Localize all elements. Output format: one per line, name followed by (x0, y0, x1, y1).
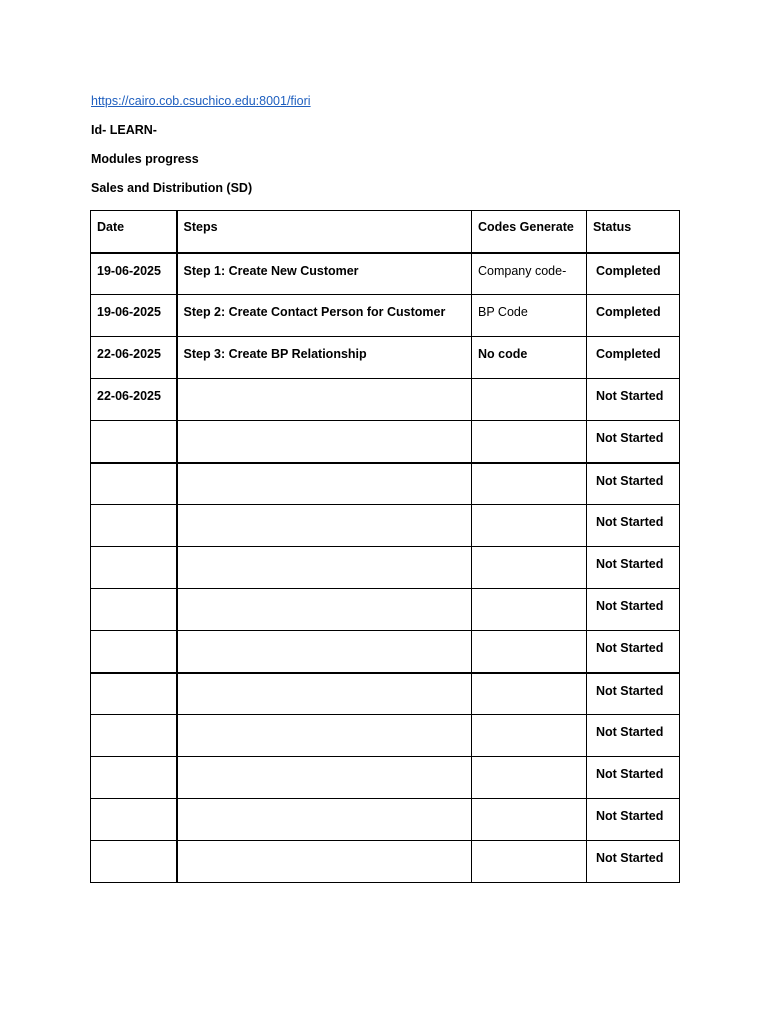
cell-date (91, 421, 177, 463)
cell-date: 19-06-2025 (91, 295, 177, 337)
cell-code: Company code- (472, 253, 587, 295)
fiori-url-link[interactable]: https://cairo.cob.csuchico.edu:8001/fiori (91, 94, 311, 108)
table-row (91, 421, 680, 463)
table-row (91, 337, 680, 379)
cell-date (91, 463, 177, 505)
cell-status: Not Started (587, 631, 680, 673)
cell-step (177, 715, 472, 757)
cell-status: Completed (587, 295, 680, 337)
cell-date (91, 631, 177, 673)
table-header-row (91, 211, 680, 253)
table-row (91, 715, 680, 757)
cell-status: Not Started (587, 463, 680, 505)
cell-status: Not Started (587, 673, 680, 715)
cell-status: Not Started (587, 547, 680, 589)
cell-step (177, 463, 472, 505)
cell-step (177, 589, 472, 631)
cell-date (91, 505, 177, 547)
cell-date (91, 799, 177, 841)
cell-code (472, 505, 587, 547)
cell-step (177, 421, 472, 463)
cell-step (177, 547, 472, 589)
cell-code (472, 799, 587, 841)
document-header (91, 93, 311, 209)
cell-date (91, 589, 177, 631)
cell-date (91, 673, 177, 715)
cell-date: 22-06-2025 (91, 379, 177, 421)
cell-date: 19-06-2025 (91, 253, 177, 295)
cell-code: BP Code (472, 295, 587, 337)
table-body (91, 253, 680, 883)
url-line (91, 93, 311, 109)
cell-date (91, 841, 177, 883)
table-row (91, 841, 680, 883)
table-row (91, 505, 680, 547)
cell-status: Not Started (587, 799, 680, 841)
cell-step (177, 673, 472, 715)
header-status: Status (587, 211, 680, 253)
table-row (91, 631, 680, 673)
cell-code (472, 673, 587, 715)
cell-status: Not Started (587, 841, 680, 883)
cell-code (472, 589, 587, 631)
header-codes: Codes Generate (472, 211, 587, 253)
table-row (91, 379, 680, 421)
cell-date: 22-06-2025 (91, 337, 177, 379)
cell-status: Not Started (587, 589, 680, 631)
cell-status: Not Started (587, 715, 680, 757)
id-line: Id- LEARN- (91, 123, 157, 137)
cell-step (177, 841, 472, 883)
cell-code (472, 463, 587, 505)
table-row (91, 757, 680, 799)
cell-code (472, 715, 587, 757)
table-row (91, 673, 680, 715)
table-row (91, 589, 680, 631)
cell-status: Completed (587, 253, 680, 295)
cell-step (177, 379, 472, 421)
cell-code (472, 547, 587, 589)
table-row (91, 547, 680, 589)
cell-code (472, 631, 587, 673)
subtitle-line: Modules progress (91, 152, 199, 166)
cell-step: Step 2: Create Contact Person for Customer (177, 295, 472, 337)
cell-date (91, 757, 177, 799)
cell-code: No code (472, 337, 587, 379)
section-title: Sales and Distribution (SD) (91, 181, 253, 195)
progress-table (90, 210, 680, 883)
cell-status: Not Started (587, 505, 680, 547)
cell-step (177, 757, 472, 799)
table-row (91, 799, 680, 841)
cell-code (472, 421, 587, 463)
header-steps: Steps (177, 211, 472, 253)
cell-step (177, 505, 472, 547)
cell-status: Not Started (587, 757, 680, 799)
cell-code (472, 757, 587, 799)
table-row (91, 295, 680, 337)
cell-step: Step 1: Create New Customer (177, 253, 472, 295)
cell-date (91, 547, 177, 589)
cell-status: Completed (587, 337, 680, 379)
cell-step: Step 3: Create BP Relationship (177, 337, 472, 379)
header-date: Date (91, 211, 177, 253)
cell-code (472, 841, 587, 883)
cell-status: Not Started (587, 421, 680, 463)
cell-step (177, 799, 472, 841)
cell-step (177, 631, 472, 673)
table-row (91, 253, 680, 295)
table-row (91, 463, 680, 505)
cell-status: Not Started (587, 379, 680, 421)
cell-code (472, 379, 587, 421)
cell-date (91, 715, 177, 757)
